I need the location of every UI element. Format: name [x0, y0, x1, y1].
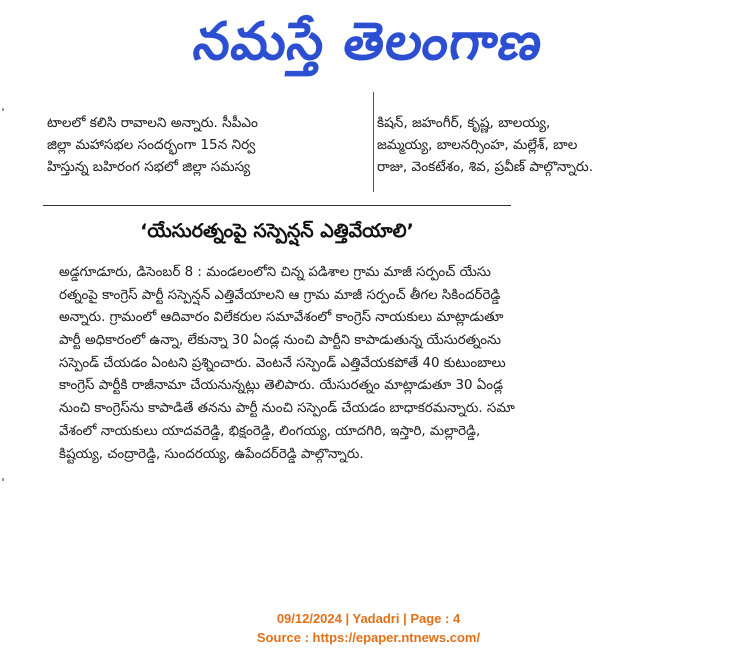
column-line: జమ్మయ్య, బాలనర్సింహ, మల్లేశ్, బాల	[377, 137, 578, 153]
column-line: జిల్లా మహాసభల సందర్భంగా 15న నిర్వ	[47, 137, 256, 153]
footer-dateline: 09/12/2024 | Yadadri | Page : 4	[276, 611, 461, 626]
article-line: పార్టీ అధికారంలో ఉన్నా, లేకున్నా 30 ఏండ్ల నుంచి పార్టీని కాపాడుతున్న యేసురత్నంను	[59, 333, 502, 349]
masthead	[0, 0, 737, 92]
article-line: సస్పెండ్ చేయడం ఏంటని ప్రశ్నించారు. వెంటనే సస్పెండ్ ఎత్తివేయకపోతే 40 కుటుంబాలు	[59, 355, 506, 371]
article-line: కిష్టయ్య, చంద్రారెడ్డి, సుందరయ్య, ఉపేందర్‌రెడ్డి పాల్గొన్నారు.	[59, 446, 364, 462]
margin-tick-mark	[2, 478, 4, 481]
previous-article-left-column	[47, 90, 363, 178]
article-body	[59, 262, 515, 466]
article-line: కాంగ్రెస్ పార్టీకి రాజీనామా చేయనున్నట్లు తెలిపారు. యేసురత్నం మాట్లాడుతూ 30 ఏండ్ల	[59, 378, 504, 394]
column-line: టాలలో కలిసి రావాలని అన్నారు. సీపీఎం	[47, 115, 258, 131]
newspaper-logo-title: నమస్తే తెలంగాణ	[189, 12, 548, 72]
footer-source: Source : https://epaper.ntnews.com/	[256, 630, 481, 645]
margin-tick-mark	[2, 108, 4, 111]
article-line: రత్నంపై కాంగ్రెస్ పార్టీ సస్పెన్షన్ ఎత్తివేయాలని ఆ గ్రామ మాజీ సర్పంచ్ తీగల సికిందర్‌రెడ్డి	[59, 287, 501, 303]
previous-article-continuation	[43, 92, 594, 204]
cut-text-line	[377, 90, 743, 112]
article-line: వేశంలో నాయకులు యాదవరెడ్డి, భిక్షంరెడ్డి, లింగయ్య, యాదగిరి, ఇస్తారి, మల్లారెడ్డి,	[59, 423, 481, 439]
column-line: హిస్తున్న బహిరంగ సభలో జిల్లా సమస్య	[47, 159, 251, 175]
previous-article-right-column	[377, 90, 743, 178]
section-divider	[43, 205, 511, 206]
cut-text-line	[47, 90, 363, 112]
column-divider	[373, 92, 374, 192]
column-line: కిషన్, జహంగీర్, కృష్ణ, బాలయ్య,	[377, 115, 551, 131]
article-line: నుంచి కాంగ్రెస్‌ను కాపాడితే తనను పార్టీ నుంచి సస్పెండ్ చేయడం బాధాకరమన్నారు. సమా	[59, 401, 515, 417]
article-line: అడ్డగూడూరు, డిసెంబర్ 8 : మండలంలోని చిన్న పడిశాల గ్రామ మాజీ సర్పంచ్ యేసు	[59, 265, 491, 280]
newspaper-clipping	[15, 92, 594, 522]
article-line: అన్నారు. గ్రామంలో ఆదివారం విలేకరుల సమావేశంలో కాంగ్రెస్ నాయకులు మాట్లాడుతూ	[59, 310, 504, 326]
column-line: రాజు, వెంకటేశం, శివ, ప్రవీణ్ పాల్గొన్నారు.	[377, 159, 594, 175]
article-headline: ‘యేసురత్నంపై సస్పెన్షన్ ఎత్తివేయాలి’	[140, 220, 414, 242]
